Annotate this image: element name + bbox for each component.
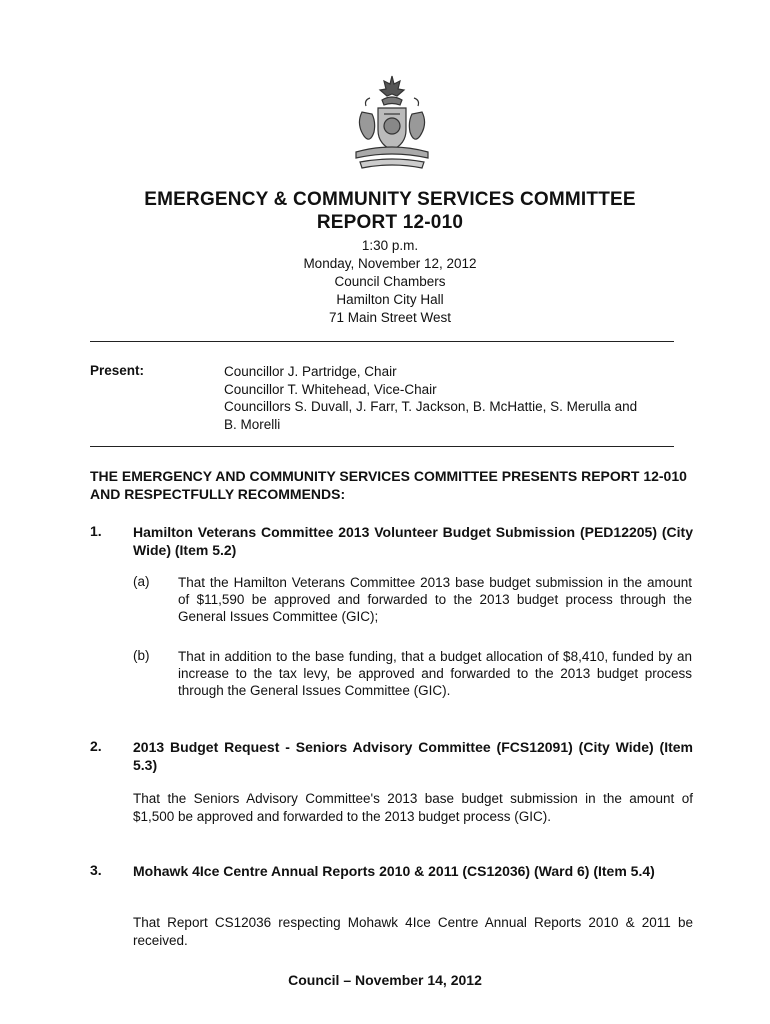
divider [90,446,674,447]
item-number: 2. [90,738,102,754]
item-number: 3. [90,862,102,878]
subitem-label: (b) [133,648,150,663]
present-line: B. Morelli [224,416,281,432]
present-list [224,363,694,433]
coat-of-arms-icon [348,72,436,172]
present-line: Councillor T. Whitehead, Vice-Chair [224,381,437,397]
subitem-text: That in addition to the base funding, that a budget allocation of $8,410, funded by an increase to the tax levy, be approved and forwarded to the 2013 budget process through the General Issues Committee (GIC). [178,649,692,698]
page-footer: Council – November 14, 2012 [288,972,482,988]
divider [90,341,674,342]
meeting-time: 1:30 p.m. [361,238,419,253]
subitem-label: (a) [133,574,150,589]
item-heading: Mohawk 4Ice Centre Annual Reports 2010 & 2011 (CS12036) (Ward 6) (Item 5.4) [133,863,655,879]
present-line: Councillors S. Duvall, J. Farr, T. Jackson, B. McHattie, S. Merulla and [224,399,638,414]
meeting-address: 71 Main Street West [328,310,452,325]
meeting-room: Council Chambers [334,274,446,289]
item-number: 1. [90,523,102,539]
meeting-details [0,237,770,327]
report-title-line1: EMERGENCY & COMMUNITY SERVICES COMMITTEE [144,189,636,210]
meeting-building: Hamilton City Hall [336,292,444,307]
present-label: Present: [90,363,145,378]
report-intro: THE EMERGENCY AND COMMUNITY SERVICES COMMITTEE PRESENTS REPORT 12-010 AND RESPECTFULLY RECOMMENDS: [90,468,687,502]
item-text: That Report CS12036 respecting Mohawk 4Ice Centre Annual Reports 2010 & 2011 be received. [133,915,693,948]
subitem-text: That the Hamilton Veterans Committee 2013 base budget submission in the amount of $11,590 be approved and forwarded to the 2013 budget process through the General Issues Committee (GIC); [178,575,692,624]
meeting-date: Monday, November 12, 2012 [303,256,477,271]
report-title-line2: REPORT 12-010 [316,212,464,233]
item-text: That the Seniors Advisory Committee's 2013 base budget submission in the amount of $1,500 be approved and forwarded to the 2013 budget process (GIC). [133,791,693,824]
item-heading: Hamilton Veterans Committee 2013 Volunteer Budget Submission (PED12205) (City Wide) (Item 5.2) [133,524,693,558]
present-line: Councillor J. Partridge, Chair [224,364,397,379]
item-heading: 2013 Budget Request - Seniors Advisory Committee (FCS12091) (City Wide) (Item 5.3) [133,739,693,773]
